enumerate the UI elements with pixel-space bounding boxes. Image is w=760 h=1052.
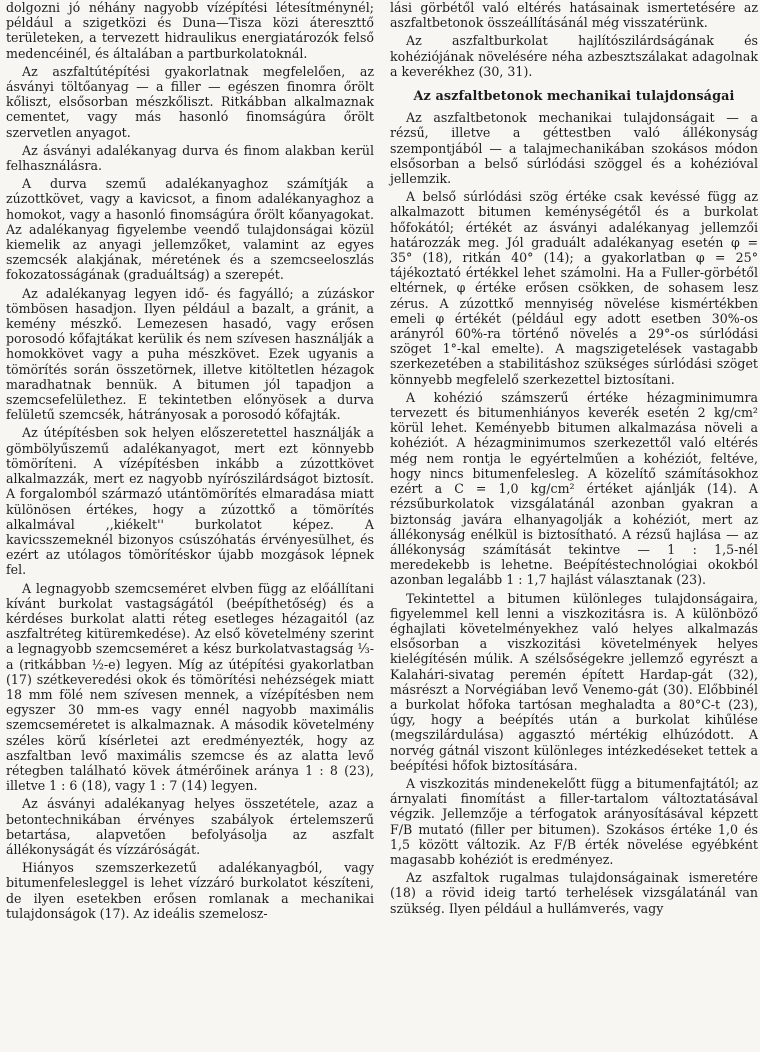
paragraph: Az aszfaltbetonok mechanikai tulajdonságait — a rézsű, illetve a géttestben való állékonyság szempontjából — a talajmechanikában szokásos módon elsősorban a belső súrlódási szöggel és a kohézióval jellemzik. bbox=[390, 110, 758, 187]
right-column bbox=[390, 0, 758, 919]
paragraph: Hiányos szemszerkezetű adalékanyagból, vagy bitumenfelesleggel is lehet vízzáró burkolatot készíteni, de ilyen esetekben erősen romlanak a mechanikai tulajdonságok (17). Az ideális szemelosz- bbox=[6, 860, 374, 921]
paragraph: Az aszfaltútépítési gyakorlatnak megfelelően, az ásványi töltőanyag — a filler — egészen finomra őrölt kőliszt, elsősorban mészkőliszt. Ritkábban alkalmaznak cementet, vagy más hasonló finomságúra őrölt szervetlen anyagot. bbox=[6, 63, 374, 140]
paragraph: A belső súrlódási szög értéke csak kevéssé függ az alkalmazott bitumen keménységétől és a burkolat hőfokától; értékét az ásványi adalékanyag jellemzői határozzák meg. Jól graduált adalékanyag esetén φ = 35° (18), ritkán 40° (14); a gyakorlatban φ = 25° tájékoztató értékkel lehet számolni. Ha a Fuller-görbétől eltérnek, φ értéke erősen csökken, de sohasem lesz zérus. A zúzottkő mennyiség növelése kismértékben emeli φ értékét (például egy adott esetben 30%-os arányról 60%-ra történő növelés a 29°-os súrlódási szöget 1°-kal emelte). A magszigetelések vastagabb szerkezetében a stabilitáshoz szükséges súrlódási szöget könnyebb megfelelő szerkezettel biztosítani. bbox=[390, 189, 758, 387]
left-column bbox=[6, 0, 374, 924]
paragraph: Az ásványi adalékanyag helyes összetétele, azaz a betontechnikában érvényes szabályok értelemszerű betartása, alapvetően befolyásolja az aszfalt állékonyságát és vízzáróságát. bbox=[6, 796, 374, 857]
paragraph: Az adalékanyag legyen idő- és fagyálló; a zúzáskor tömbösen hasadjon. Ilyen például a bazalt, a gránit, a kemény mészkő. Lemezesen hasadó, vagy erősen porosodó kőfajtákat kerülik és nem szívesen használják a homokkövet vagy a puha mészkövet. Ezek ugyanis a tömörítés során összetörnek, illetve kitöltetlen hézagok maradhatnak bennük. A bitumen jól tapadjon a szemcsefelülethez. E tekintetben előnyösek a durva felületű szemcsék, hátrányosak a porosodó kőfajták. bbox=[6, 285, 374, 423]
paragraph: A viszkozitás mindenekelőtt függ a bitumenfajtától; az árnyalati finomítást a filler-tartalom változtatásával végzik. Jellemzője a térfogatok arányosításával képzett F/B mutató (filler per bitumen). Szokásos értéke 1,0 és 1,5 között változik. Az F/B érték növelése egyébként magasabb kohéziót is eredményez. bbox=[390, 775, 758, 867]
paragraph: Az aszfaltburkolat hajlítószilárdságának és kohéziójának növelésére néha azbesztszálakat adagolnak a keverékhez (30, 31). bbox=[390, 33, 758, 79]
paragraph: dolgozni jó néhány nagyobb vízépítési létesítménynél; például a szigetközi és Duna—Tisza közi átereszttő területeken, a tervezett hidraulikus energiatározók felső medencéinél, és általában a partburkolatoknál. bbox=[6, 0, 374, 61]
paragraph: lási görbétől való eltérés hatásainak ismertetésére az aszfaltbetonok összeállításánál még visszatérünk. bbox=[390, 0, 758, 31]
paragraph: A legnagyobb szemcseméret elvben függ az előállítani kívánt burkolat vastagságától (beépíthetőség) és a kérdéses burkolat alatti réteg esetleges hézagaitól (az aszfaltréteg kitüremkedése). Az első követelmény szerint a legnagyobb szemcseméret a kész burkolatvastagság ⅓-a (ritkábban ½-e) legyen. Míg az útépítési gyakorlatban (17) szétkeveredési okok és tömörítési nehézségek miatt 18 mm fölé nem szívesen mennek, a vízépítésben nem egyszer 30 mm-es vagy ennél nagyobb maximális szemcseméretet is alkalmaznak. A második követelmény széles körű kísérletei azt eredményezték, hogy az aszfaltban levő maximális szemcse és az alatta levő rétegben található kövek átmérőinek aránya 1 : 8 (23), illetve 1 : 6 (18), vagy 1 : 7 (14) legyen. bbox=[6, 580, 374, 794]
paragraph: Az aszfaltok rugalmas tulajdonságainak ismeretére (18) a rövid ideig tartó terhelések vizsgálatánál van szükség. Ilyen például a hullámverés, vagy bbox=[390, 870, 758, 916]
paragraph: A durva szemű adalékanyaghoz számítják a zúzottkövet, vagy a kavicsot, a finom adalékanyaghoz a homokot, vagy a hasonló finomságúra őrölt kőanyagokat. Az adalékanyag figyelembe veendő tulajdonságai közül kiemelik az anyagi jellemzőket, valamint az egyes szemcsék alakjának, méretének és a szemcseeloszlás fokozatosságának (graduáltság) a szerepét. bbox=[6, 176, 374, 283]
section-heading: Az aszfaltbetonok mechanikai tulajdonságai bbox=[413, 89, 735, 105]
paragraph: Az ásványi adalékanyag durva és finom alakban kerül felhasználásra. bbox=[6, 142, 374, 174]
paragraph: A kohézió számszerű értéke hézagminimumra tervezett és bitumenhiányos keverék esetén 2 kg/cm² körül lehet. Keményebb bitumen alkalmazása növeli a kohéziót. A hézagminimumos szerkezettől való eltérés még nem rontja le egyértelműen a kohéziót, feltéve, hogy nincs bitumenfelesleg. A közelítő számításokhoz ezért a C = 1,0 kg/cm² értéket ajánlják (14). A rézsűburkolatok vizsgálatánál azonban gyakran a biztonság javára elhanyagolják a kohéziót, mert az állékonyság enélkül is biztosítható. A rézsű hajlása — az állékonyság számítását tekintve — 1 : 1,5-nél meredekebb is lehetne. Beépítéstechnológiai okokból azonban legalább 1 : 1,7 hajlást választanak (23). bbox=[390, 389, 758, 588]
paragraph: Az útépítésben sok helyen előszeretettel használják a gömbölyűszemű adalékanyagot, mert ezt könnyebb tömöríteni. A vízépítésben inkább a zúzottkövet alkalmazzák, mert ez nagyobb nyírószilárdságot biztosít. A forgalomból származó utántömörítés elmaradása miatt különösen értékes, hogy a zúzottkő a tömörítés alkalmával ,,kiékelt'' burkolatot képez. A kavicsszemeknél bizonyos csúszóhatás érvényesülhet, és ezért az utólagos tömörítéskor újabb mozgások lépnek fel. bbox=[6, 425, 374, 578]
paragraph: Tekintettel a bitumen különleges tulajdonságaira, figyelemmel kell lenni a viszkozitásra is. A különböző éghajlati követelményekhez való helyes alkalmazás elsősorban a viszkozitási követelmények helyes kielégítésén múlik. A szélsőségekre jellemző egyrészt a Kalahári-sivatag peremén épített Hardap-gát (32), másrészt a Norvégiában levő Venemo-gát (30). Előbbinél a burkolat hőfoka tartósan meghaladta a 80°C-t (23), úgy, hogy a beépítés után a burkolat kihűlése (megszilárdulása) aggasztó mértékig elhúzódott. A norvég gátnál viszont különleges intézkedéseket tettek a beépítési hőfok biztosítására. bbox=[390, 590, 758, 773]
